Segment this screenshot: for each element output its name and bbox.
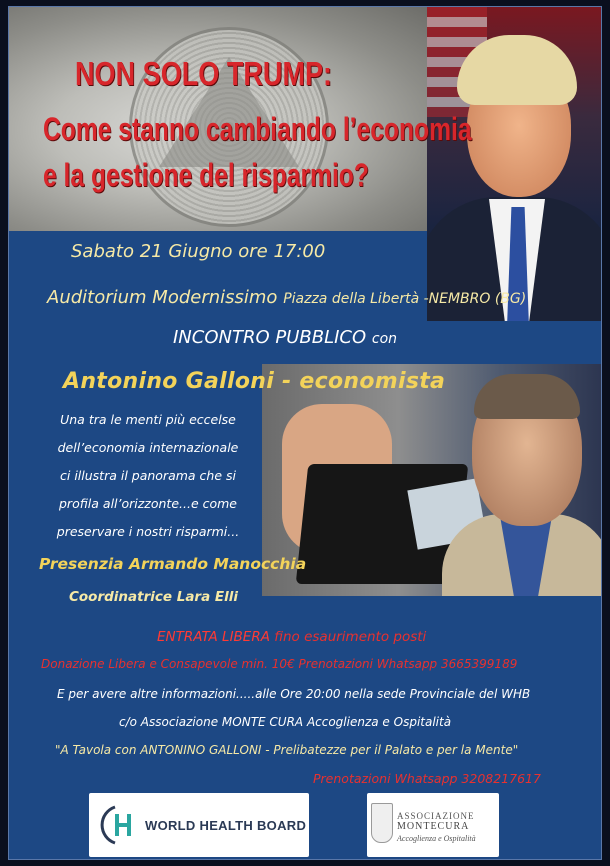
event-venue [47, 287, 526, 308]
trump-photo [427, 7, 602, 321]
title-line-1: NON SOLO TRUMP: [75, 55, 333, 92]
entrata-libera [157, 629, 426, 645]
entrata-highlight: ENTRATA LIBERA [157, 629, 270, 645]
galloni-photo [262, 364, 602, 596]
tavola-line: "A Tavola con ANTONINO GALLONI - Prelibatezze per il Palato e per la Mente" [55, 743, 519, 757]
speaker-description-line: profila all’orizzonte...e come [59, 496, 237, 511]
whb-logo-icon [97, 803, 141, 847]
montecura-line-2: MONTECURA [397, 821, 470, 832]
incontro-main: INCONTRO PUBBLICO [173, 327, 367, 348]
montecura-line-1: ASSOCIAZIONE [397, 811, 475, 821]
presenza-line: Presenzia Armando Manocchia [39, 555, 307, 573]
incontro-heading [173, 327, 397, 348]
speaker-description-line: preservare i nostri risparmi... [56, 524, 240, 539]
crest-icon [371, 803, 393, 843]
venue-name: Auditorium Modernissimo [47, 287, 278, 308]
speaker-name: Antonino Galloni - economista [63, 369, 446, 394]
hair-shape [474, 374, 580, 419]
speaker-description-line: dell’economia internazionale [57, 440, 239, 455]
coordinatrice-line: Coordinatrice Lara Elli [69, 589, 239, 605]
whb-logo-text: WORLD HEALTH BOARD [145, 818, 307, 833]
speaker-description-line: ci illustra il panorama che si [60, 468, 236, 483]
title-line-3: e la gestione del risparmio? [43, 157, 369, 193]
title-line-2: Come stanno cambiando l’economia [43, 111, 472, 147]
whb-logo [89, 793, 309, 857]
prenotazioni-line: Prenotazioni Whatsapp 3208217617 [313, 771, 541, 786]
info-line-2: c/o Associazione MONTE CURA Accoglienza e Ospitalità [119, 715, 452, 729]
incontro-suffix: con [371, 331, 398, 347]
info-line-1: E per avere altre informazioni.....alle Ore 20:00 nella sede Provinciale del WHB [57, 687, 531, 701]
montecura-logo [367, 793, 499, 857]
event-date: Sabato 21 Giugno ore 17:00 [71, 241, 326, 262]
entrata-rest: fino esaurimento posti [274, 629, 427, 645]
venue-address: Piazza della Libertà -NEMBRO (BG) [283, 291, 527, 307]
donazione-line: Donazione Libera e Consapevole min. 10€ Prenotazioni Whatsapp 3665399189 [41, 657, 518, 671]
speaker-description-line: Una tra le menti più eccelse [60, 412, 236, 427]
montecura-line-3: Accoglienza e Ospitalità [397, 834, 476, 843]
event-poster [8, 6, 602, 860]
